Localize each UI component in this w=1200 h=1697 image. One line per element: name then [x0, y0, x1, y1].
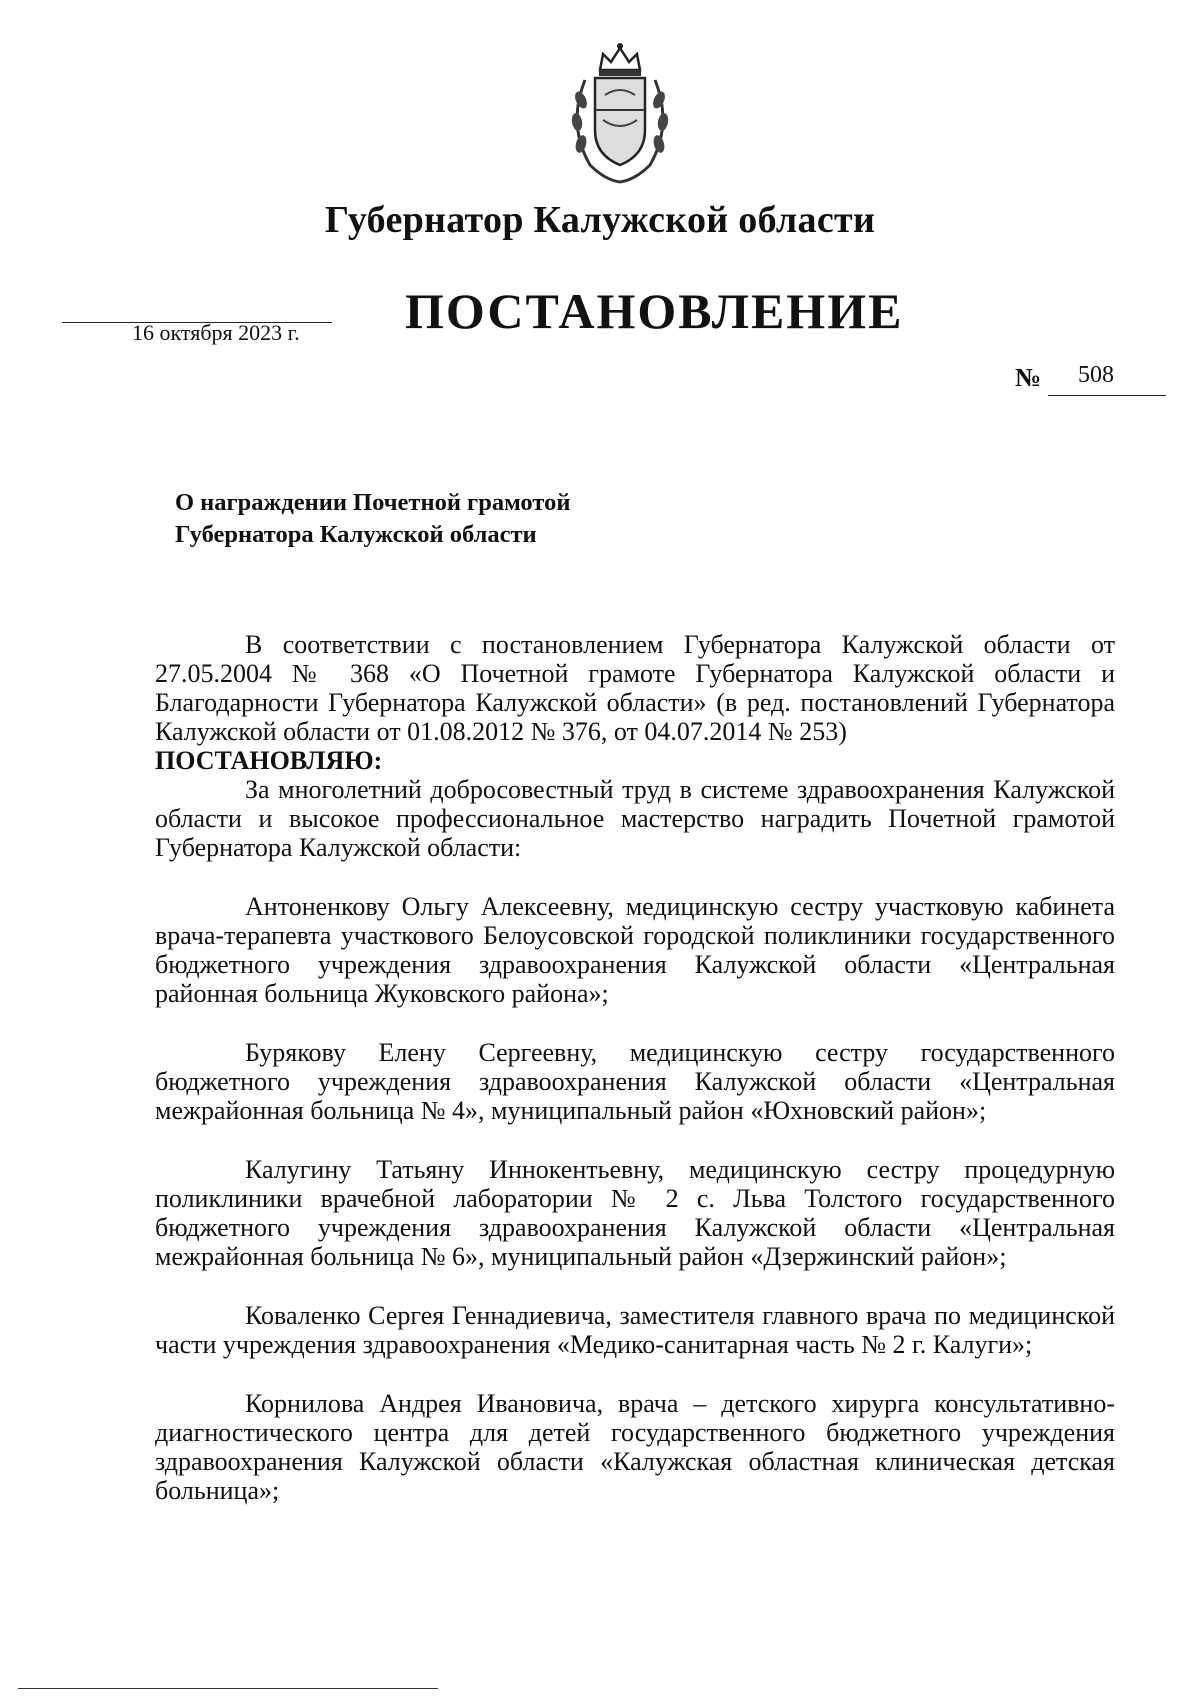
awardee-paragraph: Калугину Татьяну Иннокентьевну, медицинскую сестру процедурную поликлиники врачебной лаборатории № 2 с. Льва Толстого государственного бюджетного учреждения здравоохранения Калужской области «Центральная межрайонная больница № 6», муниципальный район «Дзержинский район»;	[155, 1155, 1115, 1271]
number-sign: №	[1015, 363, 1042, 392]
awardee-paragraph: Бурякову Елену Сергеевну, медицинскую сестру государственного бюджетного учреждения здравоохранения Калужской области «Центральная межрайонная больница № 4», муниципальный район «Юхновский район»;	[155, 1038, 1115, 1125]
awardee-paragraph: Антоненкову Ольгу Алексеевну, медицинскую сестру участковую кабинета врача-терапевта участкового Белоусовской городской поликлиники государственного бюджетного учреждения здравоохранения Калужской области «Центральная районная больница Жуковского района»;	[155, 892, 1115, 1008]
subject-line-1: О награждении Почетной грамотой	[175, 489, 571, 516]
document-body	[155, 630, 1115, 1505]
document-number: 508	[1078, 362, 1114, 388]
awardee-paragraph: Коваленко Сергея Геннадиевича, заместителя главного врача по медицинской части учреждения здравоохранения «Медико-санитарная часть № 2 г. Калуги»;	[155, 1301, 1115, 1359]
coat-of-arms-icon	[555, 40, 685, 190]
number-underline	[1048, 395, 1166, 396]
decree-word: ПОСТАНОВЛЯЮ:	[155, 746, 383, 775]
document-type-title: ПОСТАНОВЛЕНИЕ	[405, 283, 904, 339]
subject-line-2: Губернатора Калужской области	[175, 521, 537, 548]
awardee-paragraph: Корнилова Андрея Ивановича, врача – детского хирурга консультативно-диагностического центра для детей государственного бюджетного учреждения здравоохранения Калужской области «Калужская областная клиническая детская больница»;	[155, 1389, 1115, 1505]
document-date: 16 октября 2023 г.	[132, 320, 300, 345]
preamble-paragraph: В соответствии с постановлением Губернатора Калужской области от 27.05.2004 № 368 «О Почетной грамоте Губернатора Калужской области и Благодарности Губернатора Калужской области» (в ред. постановлений Губернатора Калужской области от 01.08.2012 № 376, от 04.07.2014 № 253)	[155, 630, 1115, 746]
intro-paragraph: За многолетний добросовестный труд в системе здравоохранения Калужской области и высокое профессиональное мастерство наградить Почетной грамотой Губернатора Калужской области:	[155, 775, 1115, 862]
document-subject	[175, 487, 570, 551]
footer-rule	[18, 1688, 438, 1689]
issuer-title: Губернатор Калужской области	[324, 199, 876, 241]
